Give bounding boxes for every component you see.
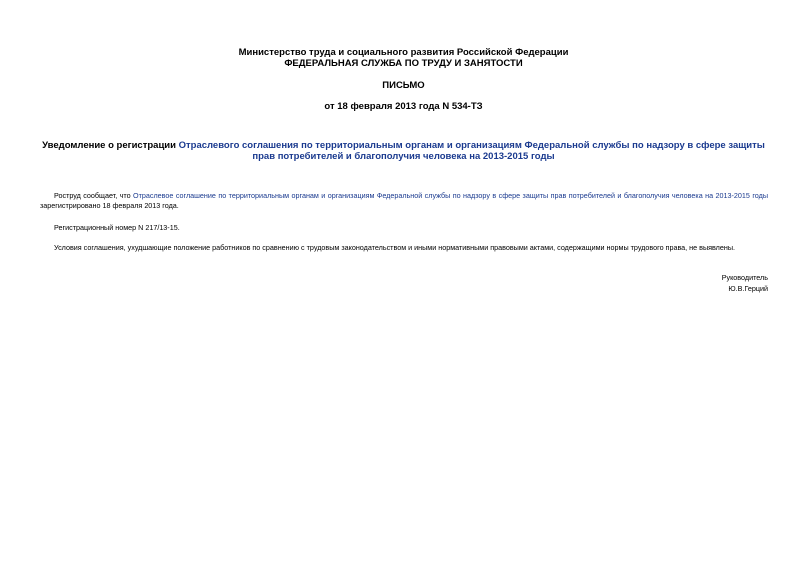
paragraph-registration-number: Регистрационный номер N 217/13-15. bbox=[54, 223, 180, 232]
paragraph-notification-suffix: зарегистрировано 18 февраля 2013 года. bbox=[40, 201, 179, 210]
paragraph-conditions: Условия соглашения, ухудшающие положение работников по сравнению с трудовым законодательством и иными нормативными правовыми актами, содержащими нормы трудового права, не выявлены. bbox=[54, 243, 735, 252]
signature-title: Руководитель bbox=[721, 273, 768, 282]
ministry-name: Министерство труда и социального развития Российской Федерации bbox=[238, 47, 569, 58]
document-type: ПИСЬМО bbox=[382, 80, 425, 91]
service-name: ФЕДЕРАЛЬНАЯ СЛУЖБА ПО ТРУДУ И ЗАНЯТОСТИ bbox=[284, 58, 523, 69]
subject-agreement-link[interactable]: Отраслевого соглашения по территориальным органам и организациям Федеральной службы по надзору в сфере защиты прав потребителей и благополучия человека на 2013-2015 годы bbox=[178, 140, 765, 162]
paragraph-notification bbox=[40, 191, 768, 211]
subject-prefix: Уведомление о регистрации bbox=[42, 140, 179, 151]
document-date-number: от 18 февраля 2013 года N 534-ТЗ bbox=[324, 101, 483, 112]
signature-name: Ю.В.Герций bbox=[728, 284, 768, 293]
agreement-link[interactable]: Отраслевое соглашение по территориальным органам и организациям Федеральной службы по надзору в сфере защиты прав потребителей и благополучия человека на 2013-2015 годы bbox=[133, 191, 768, 200]
document-subject bbox=[40, 140, 767, 162]
paragraph-notification-prefix: Роструд сообщает, что bbox=[54, 191, 133, 200]
